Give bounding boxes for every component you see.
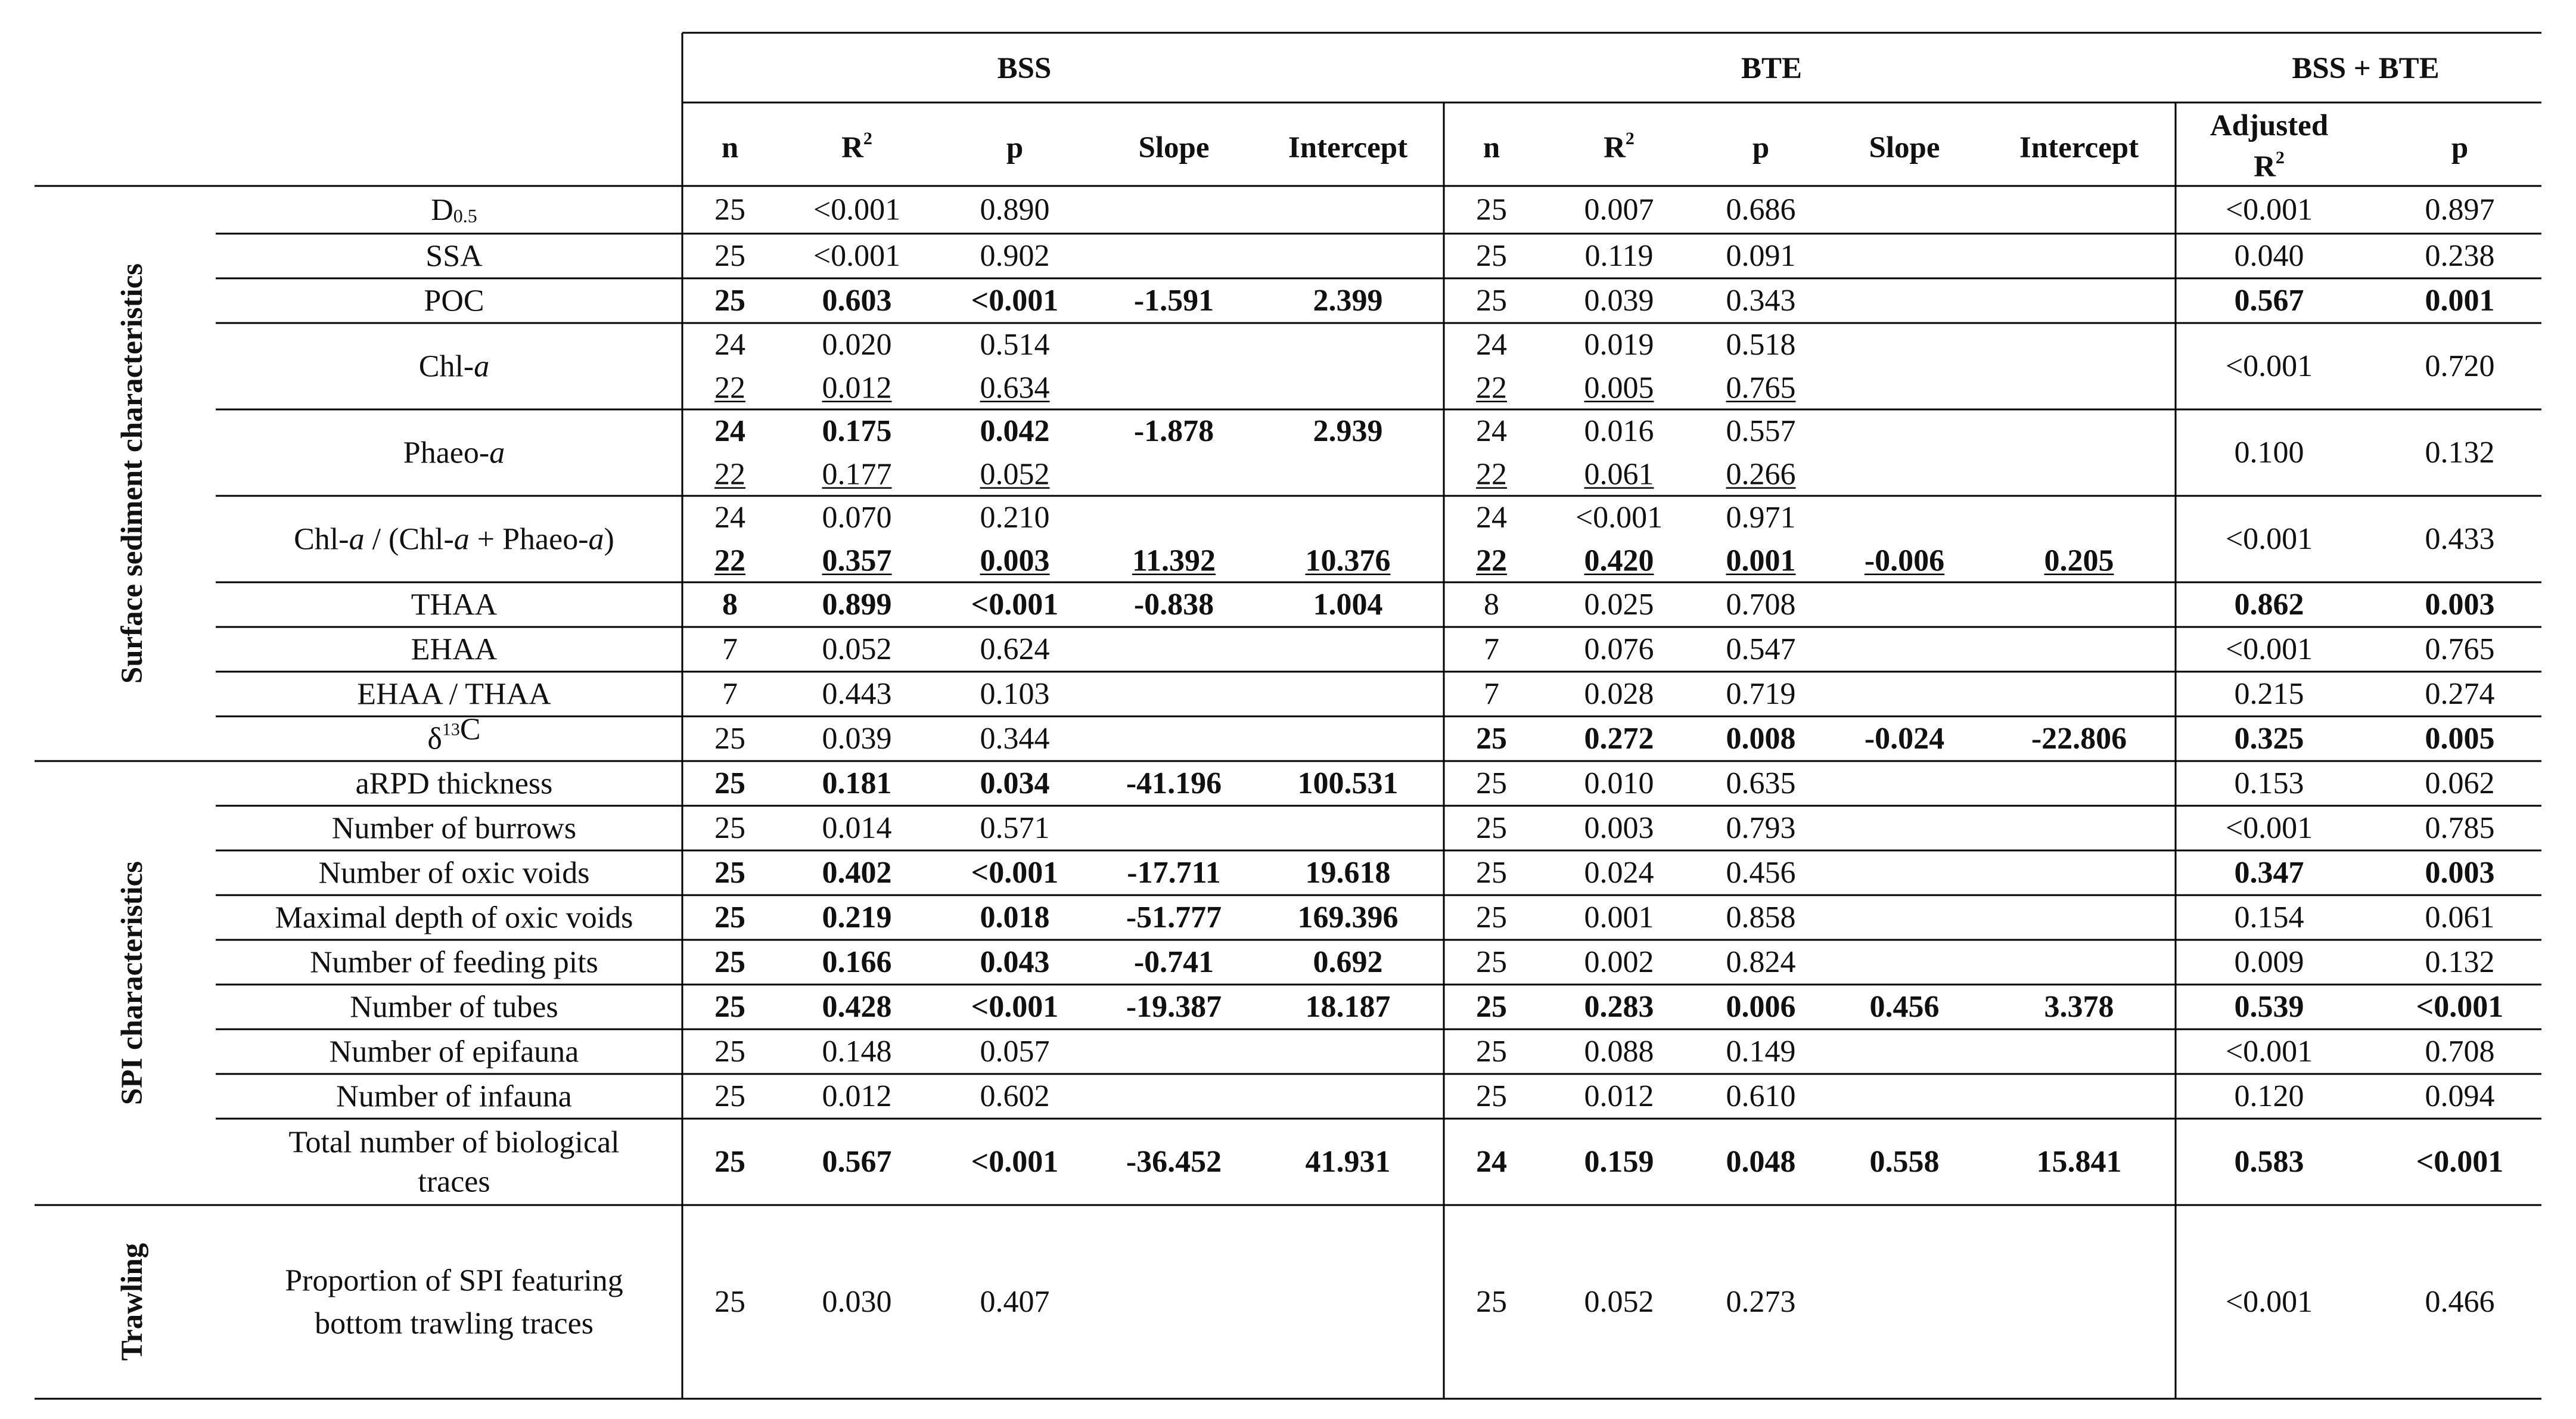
table-cell: 0.019 (1584, 327, 1654, 362)
table-cell: 2.939 (1313, 414, 1383, 448)
table-cell-combined: 0.433 (2425, 522, 2495, 556)
table-cell: 22 (714, 544, 745, 578)
table-cell-combined: 0.897 (2425, 192, 2495, 227)
table-cell: 22 (714, 457, 745, 492)
row-label (288, 1125, 619, 1159)
table-cell: -0.741 (1133, 945, 1214, 979)
table-cell: 0.343 (1726, 284, 1796, 318)
table-cell: 25 (1476, 192, 1507, 227)
table-cell: 0.181 (822, 766, 892, 800)
table-cell: 0.052 (822, 632, 892, 666)
label-part: Chl- (418, 349, 474, 383)
table-cell: 25 (1476, 811, 1507, 845)
table-cell: 0.119 (1584, 239, 1654, 273)
table-cell: 0.610 (1726, 1079, 1796, 1113)
table-cell-combined: 0.154 (2234, 901, 2304, 934)
table-cell: <0.001 (1575, 500, 1663, 535)
table-cell: -1.878 (1133, 414, 1214, 448)
table-cell: 25 (1476, 1079, 1507, 1113)
table-cell: 25 (714, 811, 745, 845)
label-part: bottom trawling traces (315, 1306, 593, 1340)
table-cell: 41.931 (1305, 1145, 1391, 1179)
table-cell: 0.890 (980, 192, 1050, 227)
table-cell: 25 (714, 990, 745, 1024)
row-label (419, 349, 489, 383)
table-cell-combined: <0.001 (2225, 192, 2313, 227)
header-part: Intercept (1288, 131, 1408, 164)
group-header: BSS + BTE (2292, 52, 2440, 85)
table-cell: 0.547 (1726, 632, 1796, 666)
label-part: POC (424, 284, 484, 318)
header-part: p (2451, 131, 2469, 164)
table-cell: 0.043 (980, 945, 1050, 979)
table-cell: 0.018 (980, 901, 1050, 934)
row-label (424, 284, 484, 318)
table-cell: -0.024 (1864, 722, 1945, 756)
header-sup: 2 (2275, 147, 2285, 167)
table-cell: 25 (714, 1079, 745, 1113)
table-cell: 0.902 (980, 239, 1050, 273)
table-cell: 0.858 (1726, 901, 1796, 934)
table-cell: 0.057 (980, 1035, 1050, 1069)
row-label (275, 901, 633, 934)
table-cell: -0.006 (1864, 544, 1945, 578)
table-cell: 0.824 (1726, 945, 1796, 979)
header-part: Slope (1869, 131, 1940, 164)
table-cell: 25 (714, 1035, 745, 1069)
table-cell: 0.006 (1726, 990, 1796, 1024)
table-cell: 24 (1476, 327, 1507, 362)
table-cell: 0.402 (822, 856, 892, 890)
label-part: a (349, 522, 365, 556)
header-part: p (1006, 131, 1024, 164)
table-cell-combined: 0.061 (2425, 901, 2495, 934)
row-label (425, 239, 483, 273)
table-cell: -51.777 (1126, 901, 1222, 934)
table-cell: 0.039 (1584, 284, 1654, 318)
table-cell: 25 (714, 945, 745, 979)
table-cell: -36.452 (1126, 1145, 1222, 1179)
table-cell: 24 (714, 327, 745, 362)
table-cell-combined: 0.215 (2234, 677, 2304, 711)
table-cell: 22 (1476, 544, 1507, 578)
table-cell: 25 (714, 192, 745, 227)
section-label: SPI characteristics (116, 861, 149, 1106)
table-cell: 0.971 (1726, 500, 1796, 535)
table-cell-combined: 0.003 (2425, 856, 2495, 890)
table-cell: 0.061 (1584, 457, 1654, 492)
table-cell: 0.159 (1584, 1145, 1654, 1179)
table-cell: 0.103 (980, 677, 1050, 711)
label-part: ) (604, 522, 614, 556)
table-cell: 0.635 (1726, 766, 1796, 800)
label-part: δ (427, 722, 442, 756)
label-part: + Phaeo- (469, 522, 589, 556)
table-cell: 0.088 (1584, 1035, 1654, 1069)
label-part: 0.5 (453, 205, 477, 226)
label-part: EHAA (411, 632, 498, 666)
table-cell: 0.899 (822, 588, 892, 622)
table-cell: -1.591 (1133, 284, 1214, 318)
table-cell-combined: 0.466 (2425, 1285, 2495, 1319)
table-cell: 0.166 (822, 945, 892, 979)
table-cell-combined: 0.153 (2234, 766, 2304, 800)
table-cell: 0.070 (822, 500, 892, 535)
header-part: Intercept (2019, 131, 2139, 164)
column-header (1006, 131, 1023, 164)
label-part: a (489, 436, 505, 470)
table-cell-combined: 0.040 (2234, 239, 2304, 273)
table-cell: 0.603 (822, 284, 892, 318)
table-cell: 10.376 (1305, 544, 1391, 578)
table-cell: 25 (714, 239, 745, 273)
table-cell-combined: <0.001 (2225, 1035, 2313, 1069)
table-cell: 0.028 (1584, 677, 1654, 711)
table-cell: 0.205 (2044, 544, 2114, 578)
table-cell: <0.001 (971, 1145, 1059, 1179)
table-cell: 7 (722, 677, 738, 711)
column-header (1138, 131, 1209, 164)
table-cell: 0.002 (1584, 945, 1654, 979)
table-cell: 0.272 (1584, 722, 1654, 756)
table-cell: 8 (1484, 588, 1499, 622)
table-cell: 25 (714, 901, 745, 934)
table-cell: -0.838 (1133, 588, 1214, 622)
table-cell: 0.001 (1584, 901, 1654, 934)
table-cell: <0.001 (971, 588, 1059, 622)
table-cell: 0.076 (1584, 632, 1654, 666)
table-cell: 7 (1484, 632, 1499, 666)
table-cell: 169.396 (1297, 901, 1399, 934)
table-cell: 0.634 (980, 371, 1050, 405)
table-cell: 19.618 (1305, 856, 1391, 890)
table-cell: 0.708 (1726, 588, 1796, 622)
group-header: BTE (1741, 52, 1803, 85)
table-cell-combined: 0.325 (2234, 722, 2304, 756)
table-cell: 0.692 (1313, 945, 1383, 979)
table-cell: 0.518 (1726, 327, 1796, 362)
table-cell: 0.177 (822, 457, 892, 492)
table-cell: 0.148 (822, 1035, 892, 1069)
table-cell: -17.711 (1127, 856, 1221, 890)
table-cell: 0.052 (1584, 1285, 1654, 1319)
table-cell: 25 (1476, 722, 1507, 756)
table-cell: <0.001 (813, 239, 901, 273)
table-cell: 0.407 (980, 1285, 1050, 1319)
table-cell: <0.001 (971, 284, 1059, 318)
table-cell: 0.558 (1869, 1145, 1940, 1179)
table-cell: 0.048 (1726, 1145, 1796, 1179)
row-label (427, 712, 480, 756)
table-cell-combined: 0.132 (2425, 436, 2495, 470)
row-label (357, 677, 551, 711)
header-part: n (1483, 131, 1500, 164)
row-label (431, 193, 477, 227)
table-cell-combined: 0.765 (2425, 632, 2495, 666)
table-cell: 0.266 (1726, 457, 1796, 492)
table-cell: 0.765 (1726, 371, 1796, 405)
label-part: a (588, 522, 604, 556)
table-cell: 3.378 (2044, 990, 2114, 1024)
header-part: Slope (1138, 131, 1210, 164)
table-cell-combined: 0.120 (2234, 1079, 2304, 1113)
table-cell-combined: 0.003 (2425, 588, 2495, 622)
table-cell: 22 (1476, 371, 1507, 405)
table-cell-combined: 0.238 (2425, 239, 2495, 273)
table-cell: -19.387 (1126, 990, 1222, 1024)
table-cell: 0.010 (1584, 766, 1654, 800)
column-header (1483, 131, 1500, 164)
table-cell: 0.456 (1869, 990, 1940, 1024)
table-cell-combined: 0.001 (2425, 284, 2495, 318)
table-cell: 0.012 (1584, 1079, 1654, 1113)
row-label (294, 522, 614, 556)
table-cell-combined: 0.862 (2234, 588, 2304, 622)
table-cell-combined: <0.001 (2225, 349, 2313, 383)
table-cell: 0.014 (822, 811, 892, 845)
label-part: Number of infauna (336, 1079, 572, 1113)
table-cell: 0.007 (1584, 192, 1654, 227)
table-cell: -22.806 (2031, 722, 2127, 756)
table-cell: 0.624 (980, 632, 1050, 666)
row-label (330, 1035, 579, 1069)
section-label: Trawling (116, 1243, 149, 1361)
table-cell: 22 (1476, 457, 1507, 492)
table-cell: 1.004 (1313, 588, 1383, 622)
table-cell: 15.841 (2036, 1145, 2122, 1179)
row-label-line2 (315, 1306, 593, 1340)
label-part: Chl- (294, 522, 349, 556)
table-cell: 0.020 (822, 327, 892, 362)
table-cell: 25 (1476, 1285, 1507, 1319)
column-header (1752, 131, 1769, 164)
table-cell: -41.196 (1126, 766, 1222, 800)
label-part: aRPD thickness (355, 766, 553, 800)
column-header (722, 131, 738, 164)
column-header-line2 (2254, 148, 2285, 184)
header-sup: 2 (1625, 128, 1635, 148)
table-cell: 25 (1476, 945, 1507, 979)
table-cell-combined: 0.274 (2425, 677, 2495, 711)
label-part: EHAA / THAA (357, 677, 551, 711)
label-part: THAA (411, 588, 498, 622)
label-part: Phaeo- (403, 436, 490, 470)
table-cell: 25 (714, 722, 745, 756)
header-part: R (841, 131, 863, 164)
row-label (411, 588, 498, 622)
label-part: Number of feeding pits (310, 945, 598, 979)
table-cell-combined: 0.005 (2425, 722, 2495, 756)
table-cell: 25 (714, 766, 745, 800)
row-label (285, 1263, 623, 1297)
header-part: n (721, 131, 739, 164)
table-cell: 7 (722, 632, 738, 666)
column-header (1604, 129, 1635, 165)
table-cell-combined: <0.001 (2416, 1145, 2504, 1179)
table-cell: 0.686 (1726, 192, 1796, 227)
table-cell: 0.024 (1584, 856, 1654, 890)
label-part: traces (418, 1165, 490, 1198)
label-part: a (474, 349, 490, 383)
table-cell: 7 (1484, 677, 1499, 711)
table-cell: 25 (1476, 856, 1507, 890)
table-cell: 0.273 (1726, 1285, 1796, 1319)
table-cell: 0.030 (822, 1285, 892, 1319)
label-part: Total number of biological (288, 1125, 620, 1159)
label-part: Number of tubes (350, 990, 558, 1024)
table-cell-combined: 0.708 (2425, 1035, 2495, 1069)
column-header: Adjusted (2210, 109, 2329, 142)
table-cell-combined: 0.720 (2425, 349, 2495, 383)
table-cell-combined: 0.785 (2425, 811, 2495, 845)
row-label-line2 (418, 1165, 490, 1198)
table-cell: 18.187 (1305, 990, 1391, 1024)
table-cell: 25 (1476, 901, 1507, 934)
table-cell: 24 (714, 500, 745, 535)
table-cell: 25 (714, 1145, 745, 1179)
table-cell: 0.219 (822, 901, 892, 934)
table-cell: 0.012 (822, 371, 892, 405)
table-cell: 0.719 (1726, 677, 1796, 711)
table-cell: 0.003 (1584, 811, 1654, 845)
section-label: Surface sediment characteristics (116, 263, 149, 684)
table-cell-combined: 0.100 (2234, 436, 2304, 470)
table-cell: 11.392 (1132, 544, 1216, 578)
table-cell: 0.357 (822, 544, 892, 578)
header-part: p (1752, 131, 1770, 164)
table-cell: 0.428 (822, 990, 892, 1024)
table-cell: 0.283 (1584, 990, 1654, 1024)
table-cell: 0.602 (980, 1079, 1050, 1113)
label-part: Maximal depth of oxic voids (275, 901, 633, 934)
table-cell: 0.443 (822, 677, 892, 711)
table-cell: 0.567 (822, 1145, 892, 1179)
column-header (1288, 131, 1407, 164)
label-part: Proportion of SPI featuring (285, 1263, 623, 1297)
header-sup: 2 (863, 128, 872, 148)
table-cell-combined: <0.001 (2225, 632, 2313, 666)
table-cell-combined: 0.539 (2234, 990, 2304, 1024)
row-label (310, 945, 598, 979)
table-cell: 0.003 (980, 544, 1050, 578)
table-cell: 25 (714, 1285, 745, 1319)
table-cell-combined: 0.347 (2234, 856, 2304, 890)
table-cell: 25 (714, 856, 745, 890)
row-label (336, 1079, 572, 1113)
label-part: SSA (425, 239, 483, 273)
table-cell-combined: <0.001 (2225, 811, 2313, 845)
table-cell: <0.001 (971, 990, 1059, 1024)
table-cell: 0.557 (1726, 414, 1796, 448)
table-cell: 0.571 (980, 811, 1050, 845)
table-cell: <0.001 (813, 192, 901, 227)
table-cell: 0.091 (1726, 239, 1796, 273)
table-cell: 0.042 (980, 414, 1050, 448)
table-cell-combined: 0.567 (2234, 284, 2304, 318)
table-cell: 0.008 (1726, 722, 1796, 756)
table-cell: 0.039 (822, 722, 892, 756)
table-cell: 0.514 (980, 327, 1050, 362)
table-cell-combined: 0.062 (2425, 766, 2495, 800)
table-cell: 0.210 (980, 500, 1050, 535)
table-cell: 0.420 (1584, 544, 1654, 578)
column-header (2019, 131, 2139, 164)
table-cell: 0.025 (1584, 588, 1654, 622)
table-cell: 24 (1476, 414, 1507, 448)
table-cell-combined: <0.001 (2225, 522, 2313, 556)
row-label (356, 766, 553, 800)
table-cell: 0.149 (1726, 1035, 1796, 1069)
table-cell-combined: 0.009 (2234, 945, 2304, 979)
header-part: R (2254, 150, 2276, 184)
label-part: Number of burrows (331, 811, 577, 845)
table-cell-combined: 0.094 (2425, 1079, 2495, 1113)
column-header (1869, 131, 1940, 164)
row-label (411, 632, 498, 666)
label-part: Number of epifauna (329, 1035, 579, 1069)
table-cell: 0.016 (1584, 414, 1654, 448)
group-header: BSS (997, 52, 1052, 85)
table-cell: 0.012 (822, 1079, 892, 1113)
row-label (319, 856, 590, 890)
table-cell: 25 (1476, 990, 1507, 1024)
table-cell: 8 (722, 588, 738, 622)
table-cell: 25 (1476, 239, 1507, 273)
table-cell: 25 (714, 284, 745, 318)
table-cell-combined: 0.583 (2234, 1145, 2304, 1179)
row-label (332, 811, 576, 845)
table-cell: 22 (714, 371, 745, 405)
table-cell: 0.005 (1584, 371, 1654, 405)
table-cell: 25 (1476, 284, 1507, 318)
label-part: 13 (442, 719, 460, 739)
label-part: / (Chl- (364, 522, 454, 556)
table-cell: 0.034 (980, 766, 1050, 800)
table-cell: 0.793 (1726, 811, 1796, 845)
table-cell: 2.399 (1313, 284, 1383, 318)
table-cell: 100.531 (1297, 766, 1399, 800)
table-cell-combined: 0.132 (2425, 945, 2495, 979)
label-part: C (459, 712, 481, 746)
table-cell-combined: <0.001 (2416, 990, 2504, 1024)
table-cell: 25 (1476, 766, 1507, 800)
table-cell: 24 (714, 414, 745, 448)
label-part: D (431, 192, 453, 227)
row-label (350, 990, 558, 1024)
label-part: Number of oxic voids (318, 856, 590, 890)
table-cell: 0.052 (980, 457, 1050, 492)
table-cell-combined: <0.001 (2225, 1285, 2313, 1319)
table-cell: 0.001 (1726, 544, 1796, 578)
header-part: R (1604, 131, 1626, 164)
table-cell: 24 (1476, 1145, 1507, 1179)
table-cell: <0.001 (971, 856, 1059, 890)
column-header (2451, 131, 2468, 164)
table-cell: 0.456 (1726, 856, 1796, 890)
table-cell: 25 (1476, 1035, 1507, 1069)
row-label (403, 436, 505, 470)
column-header (841, 129, 872, 165)
label-part: a (453, 522, 470, 556)
table-cell: 24 (1476, 500, 1507, 535)
table-cell: 0.175 (822, 414, 892, 448)
table-cell: 0.344 (980, 722, 1050, 756)
